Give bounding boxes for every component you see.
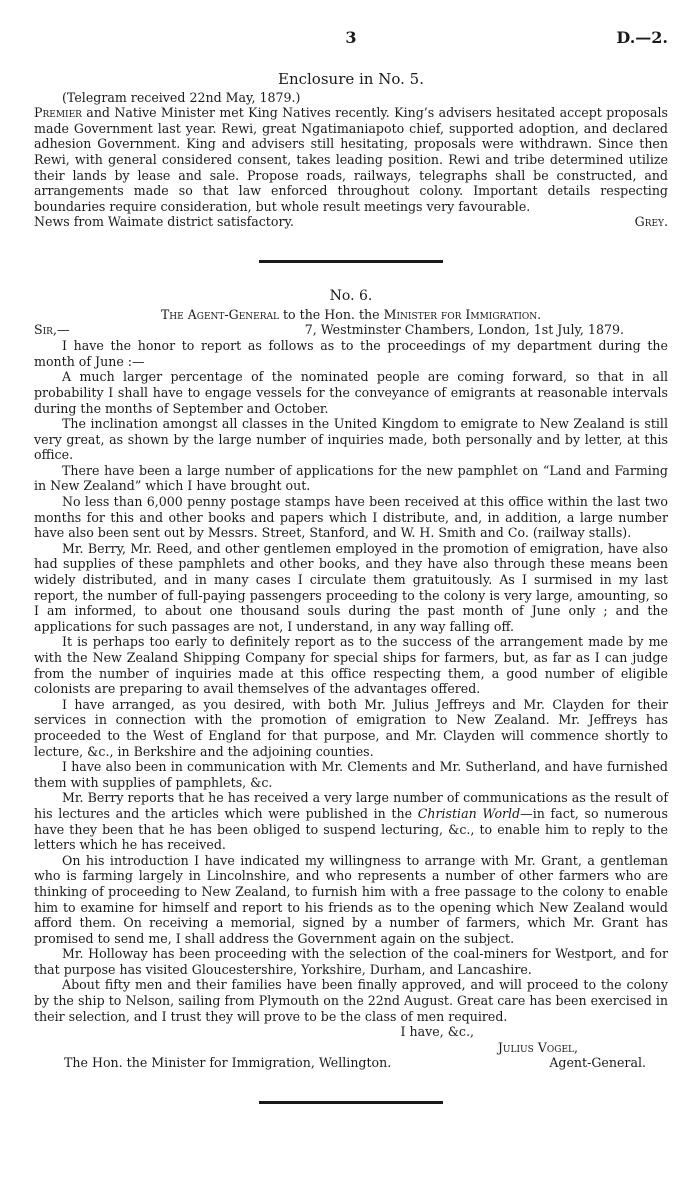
section-divider — [259, 1101, 443, 1104]
addressee: The Hon. the Minister for Immigration, Wellington. — [64, 1055, 392, 1071]
telegram-last-line: News from Waimate district satisfactory. — [34, 214, 294, 230]
telegram-body — [34, 105, 668, 214]
letter-title-from: The Agent-General — [160, 306, 279, 322]
document-page — [34, 30, 668, 1104]
telegram-body-text: and Native Minister met King Natives recently. King’s advisers hesitated accept proposals made Government last year. Rewi, great Ngatimaniapoto chief, supported adoption, and declared adhesion Government. King and advisers still hesitating, proposals were withdrawn. Since then Rewi, with general considered consent, takes leading position. Rewi and tribe determined utilize their lands by lease and sale. Propose roads, railways, telegraphs shall be constructed, and arrangements made so that law enforced throughout colony. Important details respecting boundaries require consideration, but whole result meetings very favourable. — [34, 105, 668, 214]
signer-title: Agent-General. — [549, 1055, 646, 1071]
letter-address-date: 7, Westminster Chambers, London, 1st July, 1879. — [304, 322, 624, 338]
letter-paragraph: About fifty men and their families have been finally approved, and will proceed to the colony by the ship to Nelson, sailing from Plymouth on the 22nd August. Great care has been exercised in their selection, and I trust they will prove to be the class of men required. — [34, 977, 668, 1024]
berry-text-after: —in fact, so numerous have they been that he has been obliged to suspend lecturing, &c., to enable him to reply to the letters which he has received. — [34, 805, 669, 853]
letter-paragraph: No less than 6,000 penny postage stamps have been received at this office within the last two months for this and other books and papers which I distribute, and, in addition, a large number have also been sent out by Messrs. Street, Stanford, and W. H. Smith and Co. (railway stalls). — [34, 494, 668, 541]
page-header — [34, 30, 668, 52]
publication-title: Christian World — [417, 805, 521, 821]
letter-closing: I have, &c., — [400, 1024, 474, 1040]
letter-paragraph: The inclination amongst all classes in the United Kingdom to emigrate to New Zealand is still very great, as shown by the large number of inquiries made, both personally and by letter, at this office. — [34, 416, 668, 463]
letter-paragraph: On his introduction I have indicated my willingness to arrange with Mr. Grant, a gentleman who is farming largely in Lincolnshire, and who represents a number of other farmers who are thinking of proceeding to New Zealand, to furnish him with a free passage to the colony to enable him to examine for himself and report to his friends as to the opening which New Zealand would afford them. On receiving a memorial, signed by a number of farmers, which Mr. Grant has promised to send me, I shall address the Government again on the subject. — [34, 852, 668, 946]
salutation: Sir,— — [34, 322, 70, 338]
letter-paragraph: There have been a large number of applications for the new pamphlet on “Land and Farming in New Zealand” which I have brought out. — [34, 462, 668, 494]
signer-name: Julius Vogel, — [497, 1039, 578, 1055]
letter-paragraph: A much larger percentage of the nominated people are coming forward, so that in all probability I shall have to engage vessels for the conveyance of emigrants at reasonable intervals during the months of September and October. — [34, 369, 668, 416]
letter-title-end: . — [537, 306, 542, 322]
page-number: 3 — [345, 28, 357, 47]
salutation-row — [34, 322, 668, 338]
letter-footer — [34, 1055, 668, 1071]
letter-title — [34, 307, 668, 323]
telegram-signature-line — [34, 214, 668, 230]
berry-text-before: Mr. Berry reports that he has received a very large number of communications as the result of his lectures and the articles which were published in the — [34, 790, 668, 821]
letter-number-heading: No. 6. — [329, 287, 373, 304]
telegram-body-lead: Premier — [34, 105, 82, 121]
telegram-note: (Telegram received 22nd May, 1879.) — [62, 89, 301, 105]
telegram-signature: Grey. — [634, 214, 668, 230]
section-divider — [259, 260, 443, 263]
letter-paragraph: I have also been in communication with Mr. Clements and Mr. Sutherland, and have furnished them with supplies of pamphlets, &c. — [34, 759, 668, 790]
letter-paragraph: It is perhaps too early to definitely report as to the success of the arrangement made by me with the New Zealand Shipping Company for special ships for farmers, but, as far as I can judge from the number of inquiries made at this office respecting them, a good number of eligible colonists are preparing to avail themselves of the advantages offered. — [34, 634, 668, 697]
letter-paragraph: I have the honor to report as follows as to the proceedings of my department during the month of June :— — [34, 338, 668, 369]
letter-title-to: Minister for Immigration — [383, 306, 538, 322]
letter-paragraph: I have arranged, as you desired, with both Mr. Julius Jeffreys and Mr. Clayden for their services in connection with the promotion of emigration to New Zealand. Mr. Jeffreys has proceeded to the West of England for that purpose, and Mr. Clayden will commence shortly to lecture, &c., in Berkshire and the adjoining counties. — [34, 696, 668, 759]
enclosure-heading: Enclosure in No. 5. — [278, 70, 424, 88]
document-reference: D.—2. — [616, 28, 668, 47]
letter-paragraph: Mr. Berry, Mr. Reed, and other gentlemen employed in the promotion of emigration, have also had supplies of these pamphlets and other books, and they have also through these means been widely distributed, and in many cases I circulate them gratuitously. As I surmised in my last report, the number of full-paying passengers proceeding to the colony is very large, amounting, so I am informed, to about one thousand souls during the past month of June only ; and the applications for such passages are not, I understand, in any way falling off. — [34, 540, 668, 634]
letter-paragraph-berry — [34, 790, 668, 852]
letter-title-connector: to the Hon. the — [278, 306, 384, 322]
letter-paragraph: Mr. Holloway has been proceeding with the selection of the coal-miners for Westport, and for that purpose has visited Gloucestershire, Yorkshire, Durham, and Lancashire. — [34, 946, 668, 977]
